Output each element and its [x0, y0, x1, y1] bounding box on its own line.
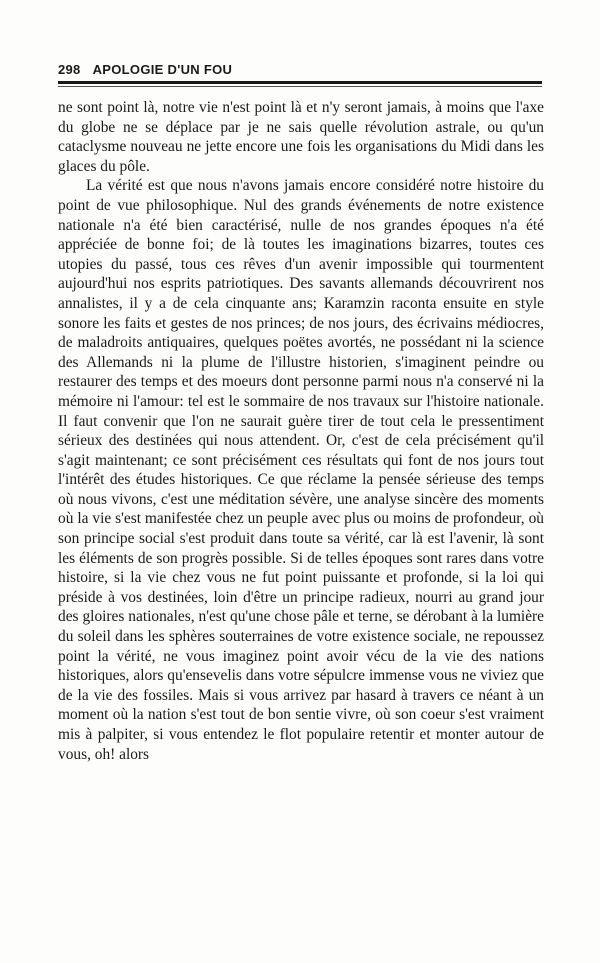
- header-rule-thin: [58, 86, 542, 87]
- running-head: [58, 62, 542, 82]
- header-rule: [58, 81, 542, 84]
- body-text: [58, 98, 544, 764]
- paragraph-continued: ne sont point là, notre vie n'est point là et n'y seront jamais, à moins que l'axe du globe ne se déplace par je ne sais quelle révolution astrale, ou qu'un cataclysme nouveau ne jette encore une fois les organisations du Midi dans les glaces du pôle.: [58, 99, 544, 175]
- running-title: APOLOGIE D'UN FOU: [92, 62, 233, 77]
- page-number: 298: [58, 62, 81, 77]
- paragraph: La vérité est que nous n'avons jamais encore considéré notre histoire du point de vue philosophique. Nul des grands événements de notre existence nationale n'a été bien caractérisé, nulle de nos grandes époques n'a été appréciée de bonne foi; de là toutes les imaginations bizarres, toutes ces utopies du passé, tous ces rêves d'un avenir impossible qui tourmentent aujourd'hui nos esprits patriotiques. Des savants allemands découvrirent nos annalistes, il y a de cela cinquante ans; Karamzin raconta ensuite en style sonore les faits et gestes de nos princes; de nos jours, des écrivains médiocres, de maladroits antiquaires, quelques poëtes avortés, ne possédant ni la science des Allemands ni la plume de l'illustre historien, s'imaginent peindre ou restaurer des temps et des moeurs dont personne parmi nous n'a conservé ni la mémoire ni l'amour: tel est le sommaire de nos travaux sur l'histoire nationale. Il faut convenir que l'on ne saurait guère tirer de tout cela le pressentiment sérieux des destinées qui nous attendent. Or, c'est de cela précisément qu'il s'agit maintenant; ce sont précisément ces résultats qui font de nos jours tout l'intérêt des études historiques. Ce que réclame la pensée sérieuse des temps où nous vivons, c'est une méditation sévère, une analyse sincère des moments où la vie s'est manifestée chez un peuple avec plus ou moins de profondeur, où son principe social s'est produit dans toute sa vérité, car là est l'avenir, là sont les éléments de son progrès possible. Si de telles époques sont rares dans votre histoire, si la vie chez vous ne fut point puissante et profonde, si la loi qui préside à vos destinées, loin d'être un principe radieux, nourri au grand jour des gloires nationales, n'est qu'une chose pâle et terne, se dérobant à la lumière du soleil dans les sphères souterraines de votre existence sociale, ne repoussez point la vérité, ne vous imaginez point avoir vécu de la vie des nations historiques, alors qu'ensevelis dans votre sépulcre immense vous ne viviez que de la vie des fossiles. Mais si vous arrivez par hasard à travers ce néant à un moment où la nation s'est tout de bon sentie vivre, où son coeur s'est vraiment mis à palpiter, si vous entendez le flot populaire retentir et monter autour de vous, oh! alors: [58, 177, 544, 763]
